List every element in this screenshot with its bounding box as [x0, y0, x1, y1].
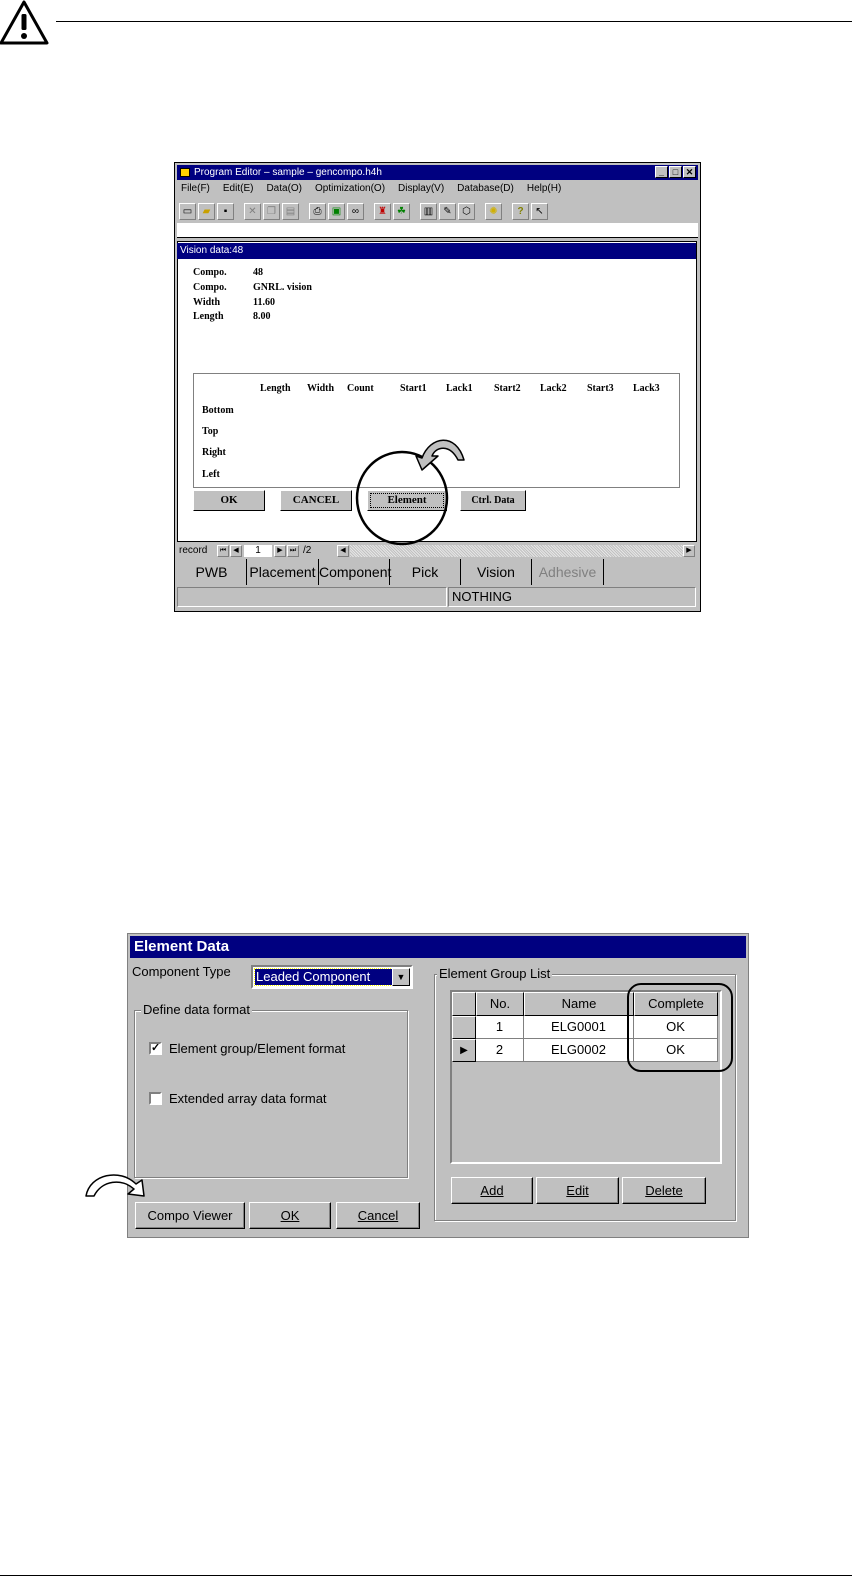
prev-record-icon[interactable]: ◀ — [230, 545, 242, 557]
component-type-value: Leaded Component — [255, 969, 392, 985]
tab-bar — [177, 559, 698, 585]
col-header: Count — [347, 383, 374, 394]
define-data-format-label: Define data format — [143, 1002, 250, 1017]
record-total: /2 — [303, 545, 312, 556]
cut-icon[interactable]: ✕ — [244, 203, 261, 220]
help-icon[interactable]: ? — [512, 203, 529, 220]
scroll-right-icon[interactable]: ▶ — [683, 545, 695, 557]
tab-pick[interactable]: Pick — [390, 559, 461, 585]
compo-viewer-button[interactable]: Compo Viewer — [135, 1202, 245, 1229]
shapes-icon[interactable]: ☘ — [393, 203, 410, 220]
col-header: Lack3 — [633, 383, 660, 394]
col-header: Start1 — [400, 383, 427, 394]
tool-icon[interactable]: ✎ — [439, 203, 456, 220]
table-cell[interactable]: 1 — [476, 1016, 524, 1039]
ctrl-data-button[interactable]: Ctrl. Data — [460, 490, 526, 511]
edit-button[interactable]: Edit — [536, 1177, 619, 1204]
open-folder-icon[interactable]: ▰ — [198, 203, 215, 220]
next-record-icon[interactable]: ▶ — [274, 545, 286, 557]
warning-rule — [56, 21, 852, 22]
curved-arrow-annotation — [84, 1168, 156, 1202]
chart-icon[interactable]: ▥ — [420, 203, 437, 220]
element-data-title[interactable]: Element Data — [130, 936, 746, 958]
window-title: Program Editor – sample – gencompo.h4h — [194, 167, 382, 178]
info-value: 11.60 — [253, 297, 275, 308]
row-label: Right — [202, 447, 226, 458]
info-label: Width — [193, 297, 221, 308]
component-type-select[interactable] — [251, 965, 413, 989]
binoculars-icon[interactable]: ∞ — [347, 203, 364, 220]
menu-edit[interactable]: Edit(E) — [222, 183, 254, 194]
menu-help[interactable]: Help(H) — [526, 183, 562, 194]
print-icon[interactable]: ⎙ — [309, 203, 326, 220]
menu-display[interactable]: Display(V) — [398, 183, 445, 194]
col-header-name: Name — [524, 992, 634, 1016]
record-number[interactable]: 1 — [244, 545, 272, 557]
col-header: Lack2 — [540, 383, 567, 394]
app-icon — [180, 168, 190, 177]
cancel-button[interactable]: Cancel — [336, 1202, 420, 1229]
table-cell[interactable]: ELG0001 — [524, 1016, 634, 1039]
toolbar — [179, 201, 548, 221]
tab-adhesive[interactable]: Adhesive — [532, 559, 604, 585]
grid-corner — [452, 992, 476, 1016]
record-label: record — [179, 545, 208, 556]
status-pane-left — [177, 587, 447, 607]
table-cell[interactable]: 2 — [476, 1039, 524, 1062]
paste-icon[interactable]: ▤ — [282, 203, 299, 220]
first-record-icon[interactable]: ⏮ — [217, 545, 229, 557]
context-help-icon[interactable]: ↖ — [531, 203, 548, 220]
status-text: NOTHING — [448, 587, 696, 607]
complete-column-highlight — [627, 983, 733, 1072]
save-icon[interactable]: ▪ — [217, 203, 234, 220]
info-label: Compo. — [193, 267, 227, 278]
element-group-label: Element group/Element format — [169, 1041, 346, 1056]
minimize-button[interactable]: _ — [655, 166, 668, 178]
chevron-down-icon[interactable]: ▼ — [392, 968, 410, 986]
menu-file[interactable]: File(F) — [181, 183, 210, 194]
col-header: Lack1 — [446, 383, 473, 394]
last-record-icon[interactable]: ⏭ — [287, 545, 299, 557]
warning-icon — [0, 0, 52, 46]
row-header[interactable] — [452, 1016, 476, 1039]
package-icon[interactable]: ⬡ — [458, 203, 475, 220]
extended-array-checkbox[interactable] — [149, 1092, 162, 1105]
current-row-icon[interactable]: ▶ — [452, 1039, 476, 1062]
element-button[interactable]: Element — [367, 490, 447, 511]
vision-panel-title: Vision data:48 — [177, 243, 696, 259]
col-header: Width — [307, 383, 335, 394]
element-group-list-label: Element Group List — [439, 966, 551, 981]
new-file-icon[interactable]: ▭ — [179, 203, 196, 220]
ok-button[interactable]: OK — [193, 490, 265, 511]
maximize-button[interactable]: □ — [669, 166, 682, 178]
element-data-dialog — [127, 933, 749, 1238]
lightbulb-icon[interactable]: ✺ — [485, 203, 502, 220]
scroll-left-icon[interactable]: ◀ — [337, 545, 349, 557]
component-type-label: Component Type — [132, 964, 231, 979]
table-cell[interactable]: ELG0002 — [524, 1039, 634, 1062]
menu-data[interactable]: Data(O) — [266, 183, 303, 194]
info-value: 48 — [253, 267, 263, 278]
ok-button[interactable]: OK — [249, 1202, 331, 1229]
machine-icon[interactable]: ▣ — [328, 203, 345, 220]
copy-icon[interactable]: ❐ — [263, 203, 280, 220]
table-cell[interactable]: OK — [634, 1039, 718, 1062]
row-label: Bottom — [202, 405, 234, 416]
extended-array-label: Extended array data format — [169, 1091, 327, 1106]
info-label: Length — [193, 311, 224, 322]
delete-button[interactable]: Delete — [622, 1177, 706, 1204]
info-value: GNRL. vision — [253, 282, 312, 293]
tab-placement[interactable]: Placement — [247, 559, 319, 585]
menu-bar — [181, 183, 561, 194]
cancel-button[interactable]: CANCEL — [280, 490, 352, 511]
col-header-complete: Complete — [634, 992, 718, 1016]
highlight-circle-annotation — [352, 428, 472, 552]
element-group-checkbox[interactable]: ✓ — [151, 1042, 161, 1054]
add-button[interactable]: Add — [451, 1177, 533, 1204]
page-bottom-rule — [0, 1575, 852, 1576]
tab-pwb[interactable]: PWB — [177, 559, 247, 585]
status-bar — [177, 587, 698, 607]
col-header: Start3 — [587, 383, 614, 394]
row-label: Top — [202, 426, 219, 437]
close-button[interactable]: ✕ — [683, 166, 696, 178]
input-bar[interactable] — [177, 223, 698, 238]
col-header: Start2 — [494, 383, 521, 394]
tab-component[interactable]: Component — [319, 559, 390, 585]
table-cell[interactable]: OK — [634, 1016, 718, 1039]
row-label: Left — [202, 469, 220, 480]
optimize-icon[interactable]: ♜ — [374, 203, 391, 220]
menu-database[interactable]: Database(D) — [457, 183, 514, 194]
col-header-no: No. — [476, 992, 524, 1016]
info-value: 8.00 — [253, 311, 271, 322]
tab-vision[interactable]: Vision — [461, 559, 532, 585]
info-label: Compo. — [193, 282, 227, 293]
program-editor-titlebar[interactable] — [177, 165, 698, 180]
col-header: Length — [260, 383, 291, 394]
menu-optimization[interactable]: Optimization(O) — [315, 183, 386, 194]
